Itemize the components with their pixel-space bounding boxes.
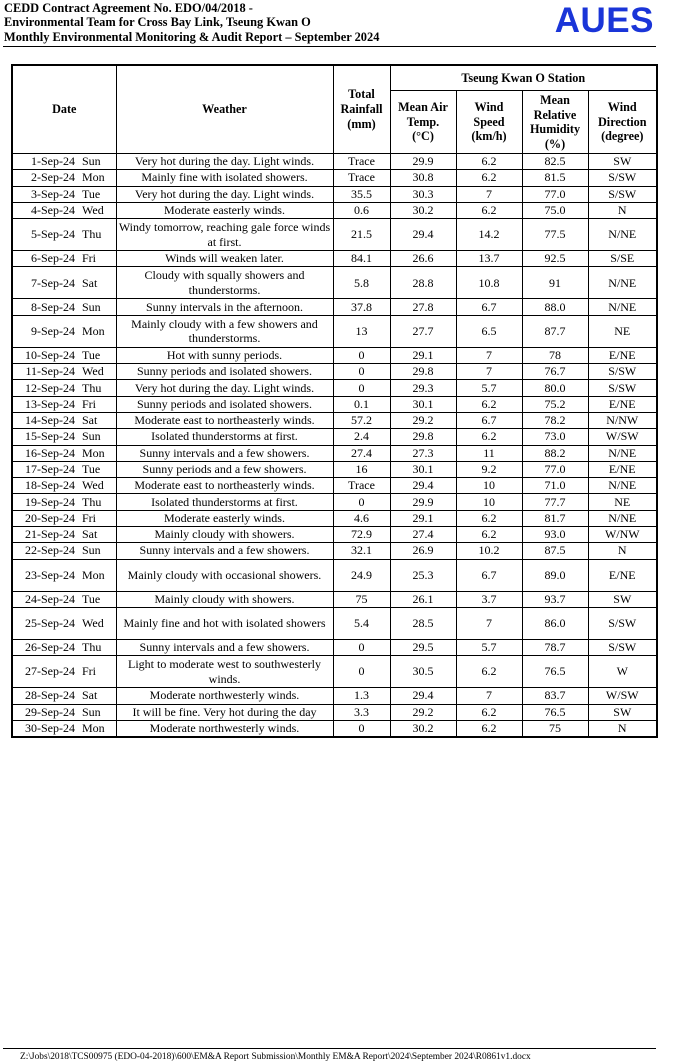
cell-day: Tue: [78, 347, 116, 363]
cell-humidity: 77.0: [522, 461, 588, 477]
cell-humidity: 77.7: [522, 494, 588, 510]
cell-wind-direction: W/NW: [588, 527, 657, 543]
cell-rainfall: 24.9: [333, 559, 390, 591]
cell-wind-direction: W/SW: [588, 429, 657, 445]
cell-weather: Very hot during the day. Light winds.: [116, 186, 333, 202]
cell-wind-speed: 6.7: [456, 412, 522, 428]
cell-wind-direction: N/NE: [588, 478, 657, 494]
cell-temp: 27.8: [390, 299, 456, 315]
cell-date: 30-Sep-24: [12, 720, 78, 737]
cell-wind-direction: S/SE: [588, 251, 657, 267]
cell-rainfall: 57.2: [333, 412, 390, 428]
cell-temp: 29.9: [390, 494, 456, 510]
cell-weather: Windy tomorrow, reaching gale force winds at first.: [116, 219, 333, 251]
cell-humidity: 75: [522, 720, 588, 737]
cell-humidity: 88.2: [522, 445, 588, 461]
table-row: [12, 429, 657, 445]
cell-day: Sun: [78, 154, 116, 170]
table-row: [12, 347, 657, 363]
cell-humidity: 86.0: [522, 607, 588, 639]
cell-weather: It will be fine. Very hot during the day: [116, 704, 333, 720]
cell-wind-speed: 6.2: [456, 527, 522, 543]
cell-date: 12-Sep-24: [12, 380, 78, 396]
cell-rainfall: 0: [333, 347, 390, 363]
cell-wind-direction: SW: [588, 154, 657, 170]
cell-weather: Mainly cloudy with a few showers and thunderstorms.: [116, 315, 333, 347]
cell-temp: 29.2: [390, 704, 456, 720]
cell-weather: Winds will weaken later.: [116, 251, 333, 267]
cell-humidity: 78.7: [522, 639, 588, 655]
cell-rainfall: 37.8: [333, 299, 390, 315]
cell-day: Thu: [78, 219, 116, 251]
cell-weather: Moderate easterly winds.: [116, 202, 333, 218]
cell-wind-speed: 6.7: [456, 299, 522, 315]
cell-weather: Light to moderate west to southwesterly winds.: [116, 656, 333, 688]
cell-day: Sun: [78, 299, 116, 315]
cell-wind-direction: N: [588, 202, 657, 218]
cell-temp: 30.1: [390, 396, 456, 412]
cell-day: Sun: [78, 429, 116, 445]
cell-wind-direction: S/SW: [588, 364, 657, 380]
cell-wind-direction: N/NW: [588, 412, 657, 428]
cell-rainfall: Trace: [333, 154, 390, 170]
cell-weather: Mainly cloudy with showers.: [116, 591, 333, 607]
cell-rainfall: 35.5: [333, 186, 390, 202]
cell-wind-direction: E/NE: [588, 559, 657, 591]
cell-date: 20-Sep-24: [12, 510, 78, 526]
cell-wind-direction: E/NE: [588, 347, 657, 363]
cell-wind-speed: 10.8: [456, 267, 522, 299]
cell-day: Thu: [78, 380, 116, 396]
cell-date: 18-Sep-24: [12, 478, 78, 494]
cell-day: Mon: [78, 559, 116, 591]
cell-wind-speed: 6.2: [456, 170, 522, 186]
cell-weather: Moderate east to northeasterly winds.: [116, 412, 333, 428]
cell-rainfall: 27.4: [333, 445, 390, 461]
cell-rainfall: 16: [333, 461, 390, 477]
cell-humidity: 71.0: [522, 478, 588, 494]
table-row: [12, 170, 657, 186]
table-row: [12, 720, 657, 737]
cell-temp: 30.1: [390, 461, 456, 477]
cell-date: 6-Sep-24: [12, 251, 78, 267]
cell-day: Sat: [78, 527, 116, 543]
cell-date: 28-Sep-24: [12, 688, 78, 704]
cell-rainfall: 0: [333, 720, 390, 737]
cell-date: 21-Sep-24: [12, 527, 78, 543]
cell-date: 11-Sep-24: [12, 364, 78, 380]
cell-humidity: 89.0: [522, 559, 588, 591]
cell-wind-direction: S/SW: [588, 380, 657, 396]
cell-day: Sun: [78, 704, 116, 720]
cell-day: Tue: [78, 186, 116, 202]
table-row: [12, 510, 657, 526]
cell-temp: 29.8: [390, 364, 456, 380]
cell-wind-speed: 7: [456, 347, 522, 363]
cell-wind-speed: 11: [456, 445, 522, 461]
cell-temp: 27.7: [390, 315, 456, 347]
cell-wind-speed: 6.2: [456, 720, 522, 737]
cell-date: 10-Sep-24: [12, 347, 78, 363]
cell-wind-speed: 6.7: [456, 559, 522, 591]
table-row: [12, 412, 657, 428]
cell-day: Fri: [78, 251, 116, 267]
cell-wind-direction: W/SW: [588, 688, 657, 704]
cell-date: 2-Sep-24: [12, 170, 78, 186]
cell-day: Mon: [78, 445, 116, 461]
cell-weather: Isolated thunderstorms at first.: [116, 429, 333, 445]
table-row: [12, 527, 657, 543]
table-row: [12, 494, 657, 510]
table-row: [12, 591, 657, 607]
cell-wind-speed: 7: [456, 186, 522, 202]
table-row: [12, 607, 657, 639]
cell-wind-speed: 5.7: [456, 639, 522, 655]
cell-weather: Mainly cloudy with occasional showers.: [116, 559, 333, 591]
col-header-wind-direction: Wind Direction (degree): [588, 91, 657, 154]
cell-wind-direction: W: [588, 656, 657, 688]
cell-wind-direction: E/NE: [588, 461, 657, 477]
cell-day: Wed: [78, 364, 116, 380]
cell-rainfall: 2.4: [333, 429, 390, 445]
table-row: [12, 478, 657, 494]
cell-date: 5-Sep-24: [12, 219, 78, 251]
cell-rainfall: 0: [333, 494, 390, 510]
header-line-contract: CEDD Contract Agreement No. EDO/04/2018 -: [4, 1, 253, 15]
cell-weather: Sunny intervals in the afternoon.: [116, 299, 333, 315]
cell-wind-speed: 3.7: [456, 591, 522, 607]
cell-rainfall: 3.3: [333, 704, 390, 720]
cell-humidity: 82.5: [522, 154, 588, 170]
cell-temp: 29.8: [390, 429, 456, 445]
cell-rainfall: 32.1: [333, 543, 390, 559]
cell-temp: 29.5: [390, 639, 456, 655]
cell-wind-speed: 7: [456, 364, 522, 380]
station-header: Tseung Kwan O Station: [390, 65, 657, 91]
cell-day: Thu: [78, 494, 116, 510]
cell-weather: Moderate east to northeasterly winds.: [116, 478, 333, 494]
header-divider: [3, 46, 656, 47]
cell-date: 29-Sep-24: [12, 704, 78, 720]
col-header-wind-speed: Wind Speed (km/h): [456, 91, 522, 154]
cell-wind-speed: 9.2: [456, 461, 522, 477]
header-line-team: Environmental Team for Cross Bay Link, Tseung Kwan O: [4, 15, 311, 30]
cell-humidity: 81.7: [522, 510, 588, 526]
cell-date: 8-Sep-24: [12, 299, 78, 315]
cell-rainfall: 0: [333, 656, 390, 688]
footer-divider: [3, 1048, 656, 1049]
cell-day: Fri: [78, 510, 116, 526]
cell-date: 26-Sep-24: [12, 639, 78, 655]
cell-wind-direction: N/NE: [588, 510, 657, 526]
cell-wind-speed: 6.2: [456, 396, 522, 412]
col-header-weather: Weather: [116, 65, 333, 154]
table-row: [12, 364, 657, 380]
cell-weather: Sunny intervals and a few showers.: [116, 639, 333, 655]
cell-wind-direction: S/SW: [588, 639, 657, 655]
col-header-date: Date: [12, 65, 116, 154]
cell-rainfall: 0.1: [333, 396, 390, 412]
cell-weather: Moderate northwesterly winds.: [116, 720, 333, 737]
cell-temp: 29.1: [390, 510, 456, 526]
table-row: [12, 704, 657, 720]
table-row: [12, 299, 657, 315]
cell-wind-direction: S/SW: [588, 170, 657, 186]
cell-temp: 30.5: [390, 656, 456, 688]
cell-wind-direction: S/SW: [588, 607, 657, 639]
cell-weather: Very hot during the day. Light winds.: [116, 154, 333, 170]
cell-humidity: 75.0: [522, 202, 588, 218]
cell-humidity: 87.5: [522, 543, 588, 559]
cell-temp: 29.2: [390, 412, 456, 428]
cell-rainfall: 4.6: [333, 510, 390, 526]
cell-temp: 29.4: [390, 688, 456, 704]
cell-wind-speed: 6.2: [456, 429, 522, 445]
table-row: [12, 656, 657, 688]
cell-wind-speed: 10: [456, 494, 522, 510]
table-row: [12, 639, 657, 655]
cell-wind-speed: 6.2: [456, 510, 522, 526]
cell-humidity: 78: [522, 347, 588, 363]
aues-logo: AUES: [554, 1, 654, 40]
cell-humidity: 93.0: [522, 527, 588, 543]
cell-temp: 29.9: [390, 154, 456, 170]
cell-wind-direction: N: [588, 543, 657, 559]
cell-day: Fri: [78, 396, 116, 412]
table-row: [12, 154, 657, 170]
table-row: [12, 267, 657, 299]
cell-weather: Cloudy with squally showers and thunderstorms.: [116, 267, 333, 299]
cell-rainfall: 72.9: [333, 527, 390, 543]
col-header-humidity: Mean Relative Humidity (%): [522, 91, 588, 154]
cell-temp: 30.8: [390, 170, 456, 186]
cell-rainfall: 1.3: [333, 688, 390, 704]
cell-wind-speed: 10: [456, 478, 522, 494]
cell-day: Mon: [78, 315, 116, 347]
cell-date: 16-Sep-24: [12, 445, 78, 461]
cell-wind-direction: N/NE: [588, 267, 657, 299]
cell-humidity: 81.5: [522, 170, 588, 186]
cell-rainfall: 21.5: [333, 219, 390, 251]
cell-humidity: 80.0: [522, 380, 588, 396]
cell-temp: 30.2: [390, 202, 456, 218]
cell-temp: 30.3: [390, 186, 456, 202]
cell-weather: Mainly cloudy with showers.: [116, 527, 333, 543]
weather-table-body: [12, 154, 657, 738]
cell-weather: Very hot during the day. Light winds.: [116, 380, 333, 396]
cell-day: Sat: [78, 688, 116, 704]
cell-humidity: 83.7: [522, 688, 588, 704]
cell-weather: Sunny periods and a few showers.: [116, 461, 333, 477]
cell-date: 13-Sep-24: [12, 396, 78, 412]
table-row: [12, 380, 657, 396]
cell-wind-speed: 7: [456, 607, 522, 639]
cell-humidity: 91: [522, 267, 588, 299]
cell-temp: 30.2: [390, 720, 456, 737]
cell-day: Mon: [78, 170, 116, 186]
cell-wind-speed: 6.2: [456, 202, 522, 218]
cell-wind-direction: N/NE: [588, 299, 657, 315]
cell-wind-direction: N: [588, 720, 657, 737]
cell-date: 27-Sep-24: [12, 656, 78, 688]
cell-wind-speed: 5.7: [456, 380, 522, 396]
cell-date: 15-Sep-24: [12, 429, 78, 445]
cell-date: 19-Sep-24: [12, 494, 78, 510]
cell-weather: Mainly fine with isolated showers.: [116, 170, 333, 186]
cell-rainfall: Trace: [333, 478, 390, 494]
cell-date: 22-Sep-24: [12, 543, 78, 559]
cell-date: 3-Sep-24: [12, 186, 78, 202]
report-header: [4, 1, 524, 44]
cell-wind-direction: SW: [588, 591, 657, 607]
cell-wind-direction: E/NE: [588, 396, 657, 412]
table-row: [12, 688, 657, 704]
cell-day: Wed: [78, 202, 116, 218]
cell-wind-speed: 10.2: [456, 543, 522, 559]
cell-wind-speed: 6.2: [456, 656, 522, 688]
cell-humidity: 93.7: [522, 591, 588, 607]
cell-wind-direction: S/SW: [588, 186, 657, 202]
cell-humidity: 76.5: [522, 704, 588, 720]
cell-day: Sat: [78, 412, 116, 428]
cell-humidity: 77.5: [522, 219, 588, 251]
cell-wind-direction: N/NE: [588, 219, 657, 251]
cell-day: Fri: [78, 656, 116, 688]
cell-day: Sat: [78, 267, 116, 299]
cell-date: 1-Sep-24: [12, 154, 78, 170]
cell-temp: 26.9: [390, 543, 456, 559]
cell-date: 7-Sep-24: [12, 267, 78, 299]
col-header-rainfall: Total Rainfall (mm): [333, 65, 390, 154]
cell-rainfall: 0: [333, 639, 390, 655]
cell-wind-speed: 6.2: [456, 154, 522, 170]
cell-weather: Isolated thunderstorms at first.: [116, 494, 333, 510]
cell-temp: 29.3: [390, 380, 456, 396]
cell-weather: Moderate easterly winds.: [116, 510, 333, 526]
col-header-temp: Mean Air Temp. (°C): [390, 91, 456, 154]
cell-weather: Sunny periods and isolated showers.: [116, 364, 333, 380]
cell-temp: 26.1: [390, 591, 456, 607]
cell-humidity: 92.5: [522, 251, 588, 267]
cell-date: 17-Sep-24: [12, 461, 78, 477]
cell-wind-direction: NE: [588, 315, 657, 347]
cell-day: Tue: [78, 591, 116, 607]
cell-day: Wed: [78, 478, 116, 494]
cell-day: Thu: [78, 639, 116, 655]
table-row: [12, 396, 657, 412]
cell-weather: Moderate northwesterly winds.: [116, 688, 333, 704]
cell-temp: 25.3: [390, 559, 456, 591]
cell-date: 25-Sep-24: [12, 607, 78, 639]
cell-weather: Mainly fine and hot with isolated showers: [116, 607, 333, 639]
cell-humidity: 76.5: [522, 656, 588, 688]
cell-rainfall: 0: [333, 380, 390, 396]
footer-file-path: Z:\Jobs\2018\TCS00975 (EDO-04-2018)\600\EM&A Report Submission\Monthly EM&A Report\2024\September 2024\R0861v1.docx: [20, 1052, 531, 1062]
cell-day: Sun: [78, 543, 116, 559]
cell-wind-speed: 6.2: [456, 704, 522, 720]
cell-wind-speed: 7: [456, 688, 522, 704]
cell-wind-speed: 14.2: [456, 219, 522, 251]
cell-date: 14-Sep-24: [12, 412, 78, 428]
cell-temp: 27.3: [390, 445, 456, 461]
cell-day: Mon: [78, 720, 116, 737]
cell-temp: 28.5: [390, 607, 456, 639]
cell-rainfall: 5.4: [333, 607, 390, 639]
cell-humidity: 77.0: [522, 186, 588, 202]
cell-humidity: 73.0: [522, 429, 588, 445]
cell-humidity: 87.7: [522, 315, 588, 347]
cell-wind-direction: N/NE: [588, 445, 657, 461]
cell-wind-speed: 13.7: [456, 251, 522, 267]
header-line-report: Monthly Environmental Monitoring & Audit Report – September 2024: [4, 29, 380, 44]
cell-temp: 29.1: [390, 347, 456, 363]
table-row: [12, 445, 657, 461]
cell-date: 24-Sep-24: [12, 591, 78, 607]
cell-weather: Hot with sunny periods.: [116, 347, 333, 363]
cell-date: 9-Sep-24: [12, 315, 78, 347]
cell-humidity: 75.2: [522, 396, 588, 412]
table-row: [12, 543, 657, 559]
table-row: [12, 559, 657, 591]
table-row: [12, 219, 657, 251]
cell-humidity: 78.2: [522, 412, 588, 428]
cell-humidity: 88.0: [522, 299, 588, 315]
cell-rainfall: Trace: [333, 170, 390, 186]
table-row: [12, 186, 657, 202]
table-row: [12, 315, 657, 347]
cell-day: Wed: [78, 607, 116, 639]
cell-temp: 27.4: [390, 527, 456, 543]
cell-rainfall: 0: [333, 364, 390, 380]
cell-wind-speed: 6.5: [456, 315, 522, 347]
cell-humidity: 76.7: [522, 364, 588, 380]
cell-rainfall: 13: [333, 315, 390, 347]
cell-rainfall: 0.6: [333, 202, 390, 218]
table-row: [12, 251, 657, 267]
cell-rainfall: 5.8: [333, 267, 390, 299]
cell-wind-direction: SW: [588, 704, 657, 720]
table-row: [12, 461, 657, 477]
cell-temp: 29.4: [390, 219, 456, 251]
cell-date: 4-Sep-24: [12, 202, 78, 218]
cell-temp: 28.8: [390, 267, 456, 299]
cell-wind-direction: NE: [588, 494, 657, 510]
cell-weather: Sunny periods and isolated showers.: [116, 396, 333, 412]
cell-rainfall: 75: [333, 591, 390, 607]
weather-table: [11, 64, 658, 738]
cell-temp: 29.4: [390, 478, 456, 494]
cell-weather: Sunny intervals and a few showers.: [116, 445, 333, 461]
cell-weather: Sunny intervals and a few showers.: [116, 543, 333, 559]
cell-temp: 26.6: [390, 251, 456, 267]
cell-day: Tue: [78, 461, 116, 477]
cell-rainfall: 84.1: [333, 251, 390, 267]
table-row: [12, 202, 657, 218]
cell-date: 23-Sep-24: [12, 559, 78, 591]
